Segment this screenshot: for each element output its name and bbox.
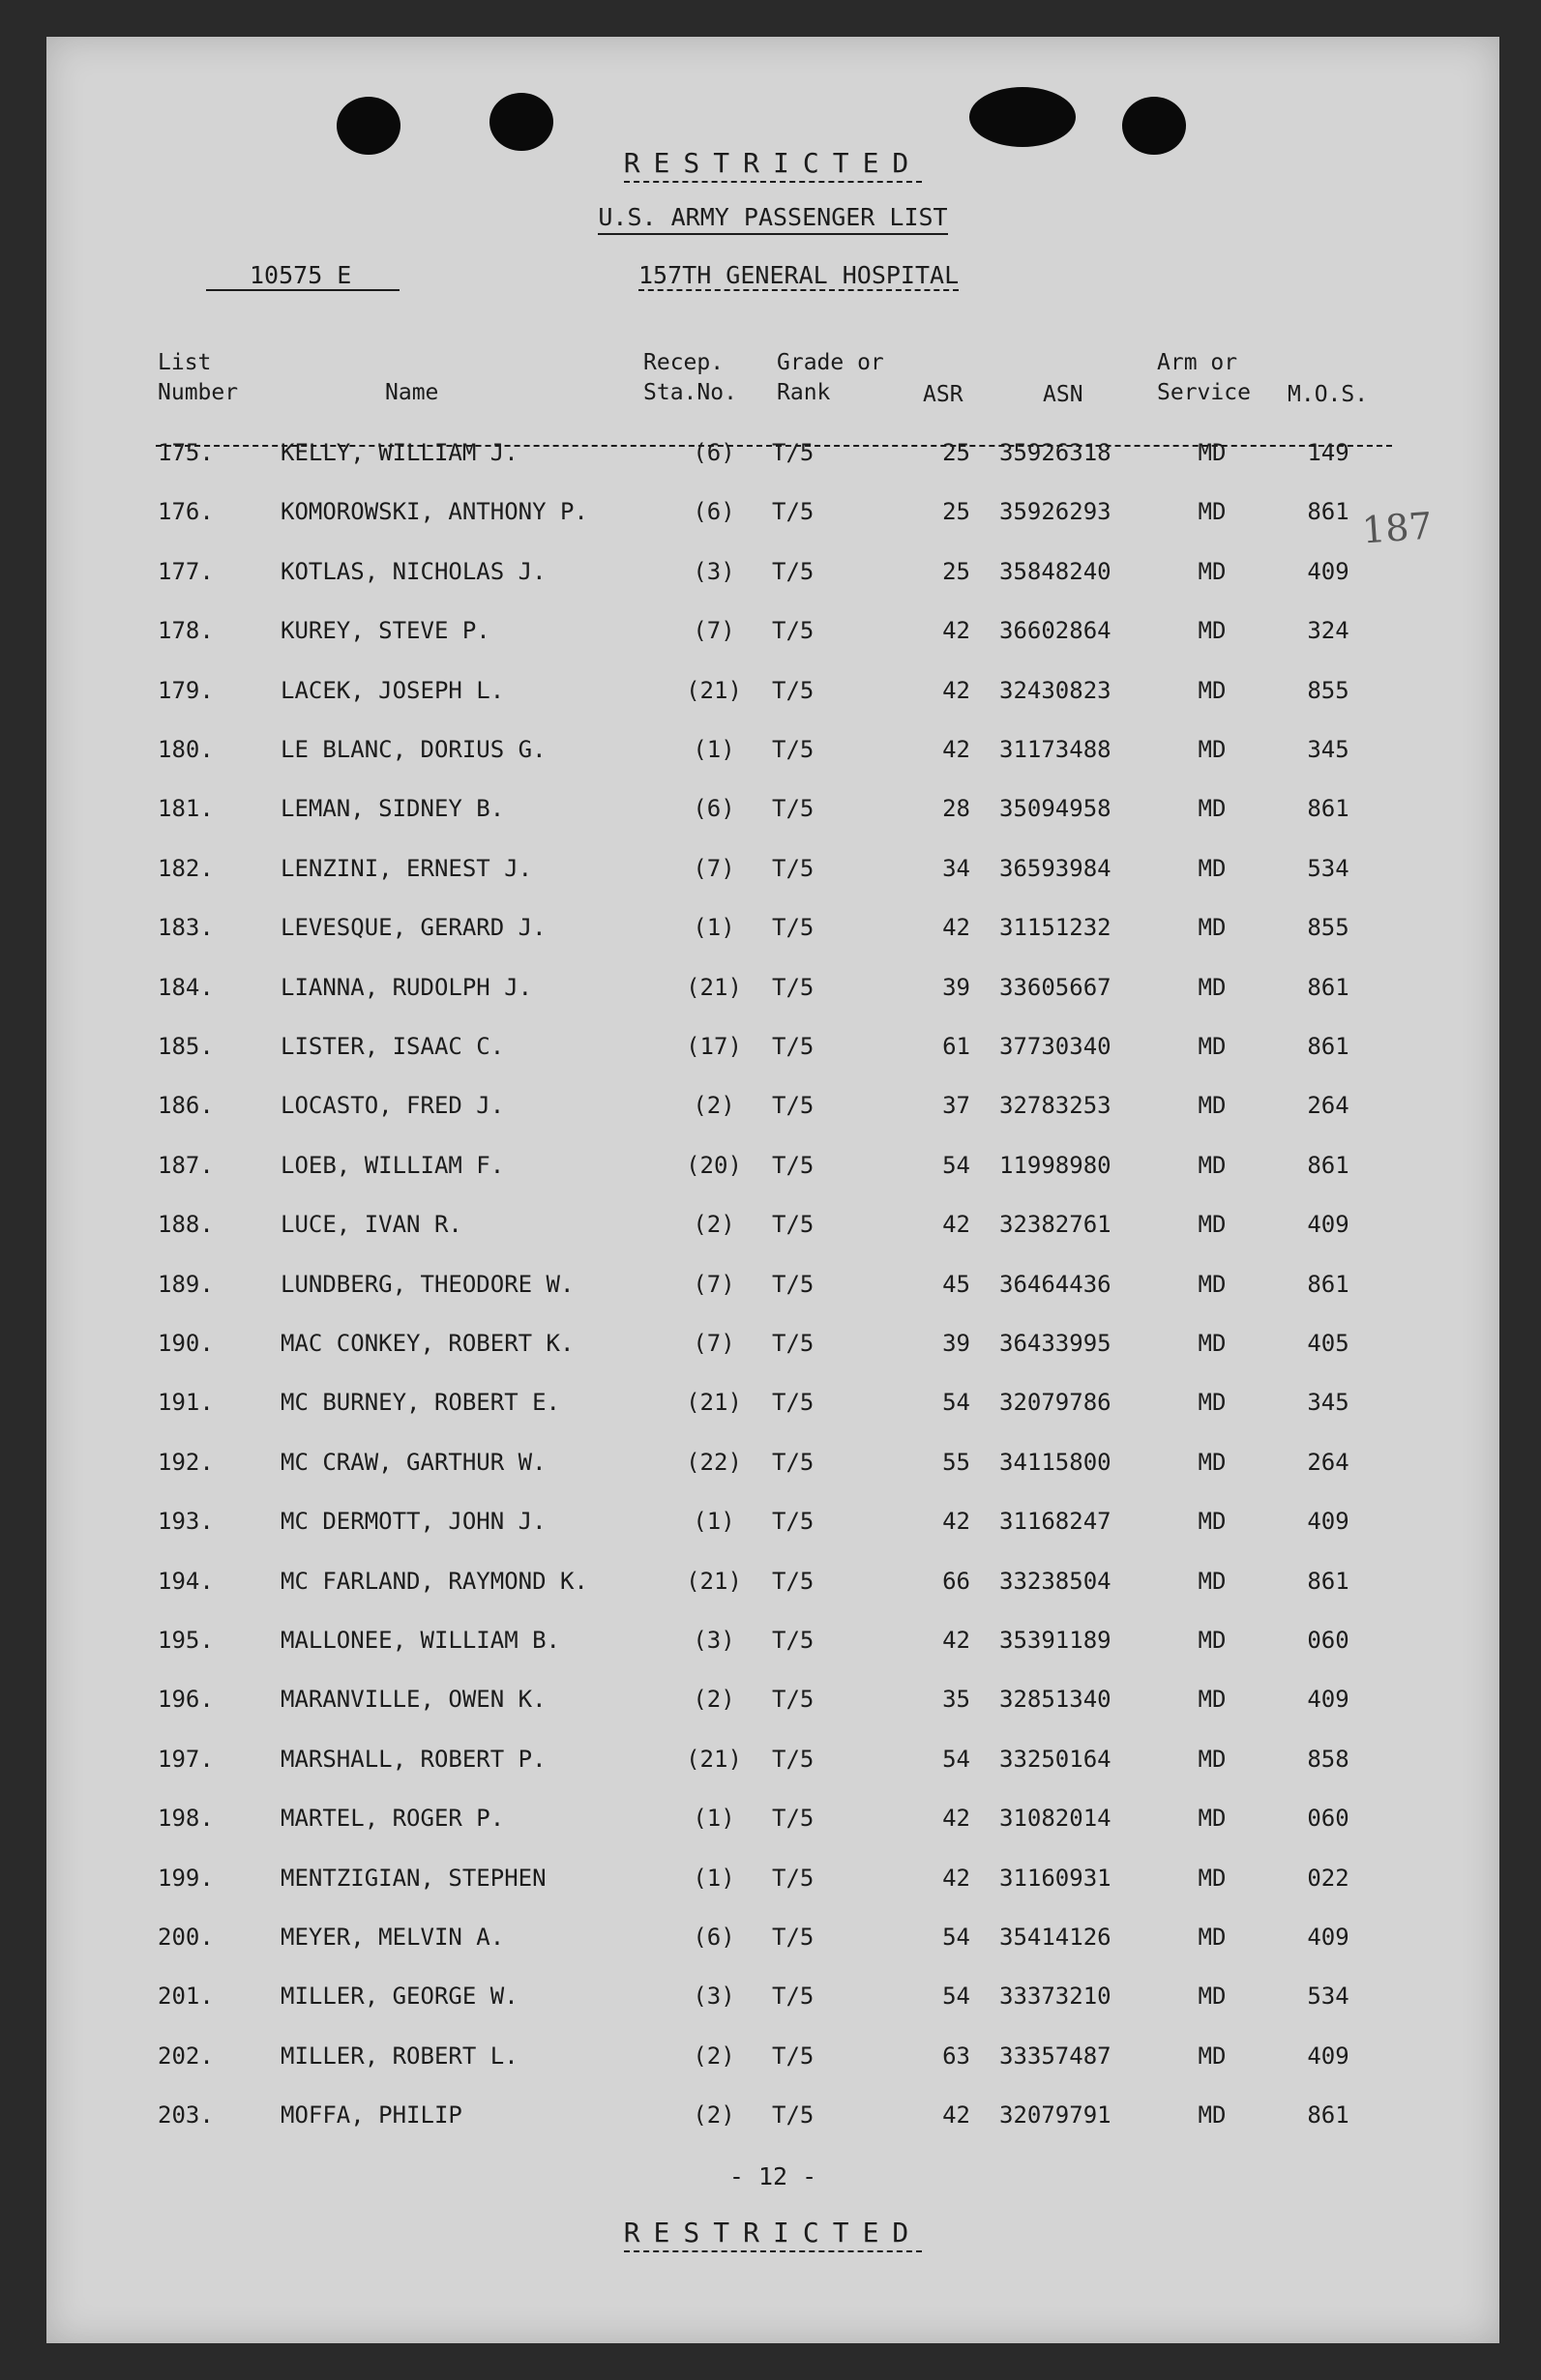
cell-grade: T/5 bbox=[772, 914, 815, 941]
col-mos: M.O.S. bbox=[1288, 382, 1369, 407]
cell-num: 190. bbox=[158, 1330, 214, 1357]
restricted-header: RESTRICTED bbox=[46, 147, 1499, 179]
punch-hole bbox=[489, 93, 553, 151]
cell-mos: 409 bbox=[1307, 558, 1349, 585]
cell-name: LENZINI, ERNEST J. bbox=[281, 855, 533, 882]
cell-grade: T/5 bbox=[772, 736, 815, 763]
cell-name: MARANVILLE, OWEN K. bbox=[281, 1686, 547, 1713]
cell-grade: T/5 bbox=[772, 855, 815, 882]
cell-asr: 42 bbox=[942, 2101, 970, 2129]
cell-asn: 32783253 bbox=[999, 1092, 1111, 1119]
cell-recep: (7) bbox=[693, 1271, 735, 1298]
cell-recep: (7) bbox=[693, 855, 735, 882]
table-row bbox=[46, 1924, 1499, 1962]
cell-asr: 25 bbox=[942, 439, 970, 466]
cell-recep: (2) bbox=[693, 2101, 735, 2129]
cell-mos: 861 bbox=[1307, 1033, 1349, 1060]
cell-asn: 35926318 bbox=[999, 439, 1111, 466]
cell-num: 181. bbox=[158, 795, 214, 822]
cell-name: LUNDBERG, THEODORE W. bbox=[281, 1271, 575, 1298]
cell-asr: 45 bbox=[942, 1271, 970, 1298]
cell-arm: MD bbox=[1198, 498, 1227, 525]
cell-arm: MD bbox=[1198, 1983, 1227, 2010]
cell-asr: 61 bbox=[942, 1033, 970, 1060]
cell-recep: (21) bbox=[686, 1746, 742, 1773]
cell-name: MC DERMOTT, JOHN J. bbox=[281, 1508, 547, 1535]
cell-name: KOTLAS, NICHOLAS J. bbox=[281, 558, 547, 585]
list-reference: 10575 E bbox=[206, 261, 400, 291]
cell-asr: 25 bbox=[942, 558, 970, 585]
cell-asr: 54 bbox=[942, 1152, 970, 1179]
cell-asn: 31173488 bbox=[999, 736, 1111, 763]
cell-grade: T/5 bbox=[772, 1330, 815, 1357]
cell-asr: 42 bbox=[942, 677, 970, 704]
cell-asr: 54 bbox=[942, 1746, 970, 1773]
cell-recep: (3) bbox=[693, 1627, 735, 1654]
cell-name: LEVESQUE, GERARD J. bbox=[281, 914, 547, 941]
cell-grade: T/5 bbox=[772, 1805, 815, 1832]
cell-asn: 35926293 bbox=[999, 498, 1111, 525]
col-arm-service: Arm or Service bbox=[1157, 350, 1251, 405]
cell-grade: T/5 bbox=[772, 1627, 815, 1654]
punch-hole bbox=[337, 97, 400, 155]
cell-arm: MD bbox=[1198, 1686, 1227, 1713]
cell-grade: T/5 bbox=[772, 498, 815, 525]
cell-grade: T/5 bbox=[772, 1152, 815, 1179]
col-grade: Grade or Rank bbox=[777, 350, 884, 405]
cell-name: LE BLANC, DORIUS G. bbox=[281, 736, 547, 763]
cell-asr: 37 bbox=[942, 1092, 970, 1119]
cell-recep: (2) bbox=[693, 1686, 735, 1713]
cell-num: 179. bbox=[158, 677, 214, 704]
cell-mos: 022 bbox=[1307, 1865, 1349, 1892]
cell-arm: MD bbox=[1198, 1152, 1227, 1179]
cell-mos: 534 bbox=[1307, 1983, 1349, 2010]
cell-grade: T/5 bbox=[772, 974, 815, 1001]
table-row bbox=[46, 1330, 1499, 1368]
cell-recep: (1) bbox=[693, 1805, 735, 1832]
cell-asn: 35848240 bbox=[999, 558, 1111, 585]
cell-grade: T/5 bbox=[772, 1746, 815, 1773]
cell-asn: 33357487 bbox=[999, 2042, 1111, 2070]
cell-num: 194. bbox=[158, 1568, 214, 1595]
cell-recep: (1) bbox=[693, 1865, 735, 1892]
cell-mos: 345 bbox=[1307, 736, 1349, 763]
cell-asr: 34 bbox=[942, 855, 970, 882]
cell-arm: MD bbox=[1198, 1805, 1227, 1832]
cell-arm: MD bbox=[1198, 914, 1227, 941]
cell-name: LOCASTO, FRED J. bbox=[281, 1092, 505, 1119]
cell-arm: MD bbox=[1198, 1568, 1227, 1595]
cell-grade: T/5 bbox=[772, 1211, 815, 1238]
cell-grade: T/5 bbox=[772, 1865, 815, 1892]
cell-asn: 33605667 bbox=[999, 974, 1111, 1001]
cell-asn: 35414126 bbox=[999, 1924, 1111, 1951]
cell-mos: 405 bbox=[1307, 1330, 1349, 1357]
cell-asr: 42 bbox=[942, 1805, 970, 1832]
table-row bbox=[46, 1271, 1499, 1309]
cell-num: 203. bbox=[158, 2101, 214, 2129]
cell-asr: 35 bbox=[942, 1686, 970, 1713]
cell-asn: 31082014 bbox=[999, 1805, 1111, 1832]
table-row bbox=[46, 1033, 1499, 1072]
cell-asn: 33373210 bbox=[999, 1983, 1111, 2010]
cell-arm: MD bbox=[1198, 558, 1227, 585]
cell-num: 189. bbox=[158, 1271, 214, 1298]
margin-note: 187 bbox=[1360, 504, 1434, 552]
table-row bbox=[46, 1568, 1499, 1606]
cell-num: 197. bbox=[158, 1746, 214, 1773]
cell-arm: MD bbox=[1198, 1211, 1227, 1238]
cell-mos: 409 bbox=[1307, 2042, 1349, 2070]
cell-num: 195. bbox=[158, 1627, 214, 1654]
cell-asn: 36593984 bbox=[999, 855, 1111, 882]
cell-name: LISTER, ISAAC C. bbox=[281, 1033, 505, 1060]
cell-arm: MD bbox=[1198, 736, 1227, 763]
cell-asn: 36433995 bbox=[999, 1330, 1111, 1357]
cell-asr: 54 bbox=[942, 1924, 970, 1951]
col-asr: ASR bbox=[923, 382, 963, 407]
cell-arm: MD bbox=[1198, 974, 1227, 1001]
cell-asn: 36464436 bbox=[999, 1271, 1111, 1298]
cell-recep: (22) bbox=[686, 1449, 742, 1476]
cell-num: 185. bbox=[158, 1033, 214, 1060]
cell-asr: 39 bbox=[942, 1330, 970, 1357]
table-row bbox=[46, 1865, 1499, 1903]
cell-recep: (21) bbox=[686, 677, 742, 704]
cell-name: LEMAN, SIDNEY B. bbox=[281, 795, 505, 822]
cell-grade: T/5 bbox=[772, 1568, 815, 1595]
cell-recep: (21) bbox=[686, 1568, 742, 1595]
cell-recep: (6) bbox=[693, 498, 735, 525]
cell-asn: 31168247 bbox=[999, 1508, 1111, 1535]
cell-num: 176. bbox=[158, 498, 214, 525]
table-row bbox=[46, 2042, 1499, 2081]
cell-grade: T/5 bbox=[772, 1389, 815, 1416]
cell-asn: 35391189 bbox=[999, 1627, 1111, 1654]
col-name: Name bbox=[385, 380, 439, 405]
cell-recep: (2) bbox=[693, 1092, 735, 1119]
cell-recep: (21) bbox=[686, 974, 742, 1001]
cell-recep: (6) bbox=[693, 795, 735, 822]
cell-mos: 060 bbox=[1307, 1627, 1349, 1654]
cell-name: KELLY, WILLIAM J. bbox=[281, 439, 519, 466]
cell-mos: 855 bbox=[1307, 677, 1349, 704]
punch-hole bbox=[1122, 97, 1186, 155]
cell-grade: T/5 bbox=[772, 1033, 815, 1060]
cell-asn: 11998980 bbox=[999, 1152, 1111, 1179]
cell-grade: T/5 bbox=[772, 1983, 815, 2010]
cell-num: 182. bbox=[158, 855, 214, 882]
cell-grade: T/5 bbox=[772, 1924, 815, 1951]
cell-name: KOMOROWSKI, ANTHONY P. bbox=[281, 498, 588, 525]
cell-arm: MD bbox=[1198, 1330, 1227, 1357]
cell-asr: 42 bbox=[942, 1627, 970, 1654]
cell-grade: T/5 bbox=[772, 1271, 815, 1298]
cell-num: 202. bbox=[158, 2042, 214, 2070]
cell-mos: 149 bbox=[1307, 439, 1349, 466]
cell-asn: 36602864 bbox=[999, 617, 1111, 644]
table-row bbox=[46, 855, 1499, 894]
cell-name: MILLER, GEORGE W. bbox=[281, 1983, 519, 2010]
unit-name: 157TH GENERAL HOSPITAL bbox=[638, 261, 960, 289]
cell-num: 184. bbox=[158, 974, 214, 1001]
cell-num: 192. bbox=[158, 1449, 214, 1476]
cell-recep: (2) bbox=[693, 2042, 735, 2070]
cell-name: MAC CONKEY, ROBERT K. bbox=[281, 1330, 575, 1357]
cell-recep: (6) bbox=[693, 439, 735, 466]
cell-asr: 39 bbox=[942, 974, 970, 1001]
cell-asr: 66 bbox=[942, 1568, 970, 1595]
table-row bbox=[46, 558, 1499, 597]
cell-asr: 42 bbox=[942, 1508, 970, 1535]
cell-grade: T/5 bbox=[772, 617, 815, 644]
table-row bbox=[46, 2101, 1499, 2140]
table-row bbox=[46, 1746, 1499, 1784]
cell-mos: 855 bbox=[1307, 914, 1349, 941]
cell-name: MC FARLAND, RAYMOND K. bbox=[281, 1568, 588, 1595]
cell-num: 191. bbox=[158, 1389, 214, 1416]
cell-arm: MD bbox=[1198, 1389, 1227, 1416]
cell-num: 178. bbox=[158, 617, 214, 644]
cell-mos: 861 bbox=[1307, 795, 1349, 822]
cell-arm: MD bbox=[1198, 1865, 1227, 1892]
punch-hole bbox=[969, 87, 1076, 147]
cell-name: MARSHALL, ROBERT P. bbox=[281, 1746, 547, 1773]
cell-grade: T/5 bbox=[772, 1686, 815, 1713]
col-asn: ASN bbox=[1043, 382, 1083, 407]
cell-name: MC BURNEY, ROBERT E. bbox=[281, 1389, 560, 1416]
cell-name: LUCE, IVAN R. bbox=[281, 1211, 462, 1238]
cell-arm: MD bbox=[1198, 439, 1227, 466]
cell-asr: 28 bbox=[942, 795, 970, 822]
cell-mos: 861 bbox=[1307, 1152, 1349, 1179]
cell-num: 188. bbox=[158, 1211, 214, 1238]
cell-arm: MD bbox=[1198, 1449, 1227, 1476]
cell-asn: 31151232 bbox=[999, 914, 1111, 941]
cell-num: 198. bbox=[158, 1805, 214, 1832]
cell-num: 183. bbox=[158, 914, 214, 941]
cell-recep: (7) bbox=[693, 1330, 735, 1357]
page-number: - 12 - bbox=[728, 2162, 817, 2190]
cell-mos: 409 bbox=[1307, 1508, 1349, 1535]
table-row bbox=[46, 1686, 1499, 1724]
cell-num: 187. bbox=[158, 1152, 214, 1179]
cell-mos: 409 bbox=[1307, 1924, 1349, 1951]
cell-asr: 63 bbox=[942, 2042, 970, 2070]
table-row bbox=[46, 1449, 1499, 1487]
cell-asn: 32382761 bbox=[999, 1211, 1111, 1238]
table-row bbox=[46, 736, 1499, 775]
cell-asn: 33250164 bbox=[999, 1746, 1111, 1773]
cell-recep: (6) bbox=[693, 1924, 735, 1951]
table-row bbox=[46, 439, 1499, 478]
cell-name: MOFFA, PHILIP bbox=[281, 2101, 462, 2129]
cell-arm: MD bbox=[1198, 1746, 1227, 1773]
table-row bbox=[46, 974, 1499, 1013]
cell-recep: (20) bbox=[686, 1152, 742, 1179]
cell-grade: T/5 bbox=[772, 677, 815, 704]
cell-num: 193. bbox=[158, 1508, 214, 1535]
cell-asr: 42 bbox=[942, 617, 970, 644]
table-row bbox=[46, 1805, 1499, 1843]
table-row bbox=[46, 677, 1499, 716]
cell-mos: 534 bbox=[1307, 855, 1349, 882]
cell-asn: 32079786 bbox=[999, 1389, 1111, 1416]
document-page bbox=[46, 37, 1499, 2343]
cell-recep: (1) bbox=[693, 914, 735, 941]
cell-asn: 37730340 bbox=[999, 1033, 1111, 1060]
cell-mos: 861 bbox=[1307, 498, 1349, 525]
cell-recep: (2) bbox=[693, 1211, 735, 1238]
table-row bbox=[46, 617, 1499, 656]
cell-asn: 32851340 bbox=[999, 1686, 1111, 1713]
cell-arm: MD bbox=[1198, 2101, 1227, 2129]
cell-asr: 42 bbox=[942, 914, 970, 941]
cell-arm: MD bbox=[1198, 1033, 1227, 1060]
cell-mos: 861 bbox=[1307, 974, 1349, 1001]
cell-recep: (3) bbox=[693, 558, 735, 585]
cell-asr: 42 bbox=[942, 1865, 970, 1892]
cell-num: 177. bbox=[158, 558, 214, 585]
cell-mos: 409 bbox=[1307, 1686, 1349, 1713]
cell-asr: 54 bbox=[942, 1983, 970, 2010]
cell-asr: 42 bbox=[942, 736, 970, 763]
cell-recep: (21) bbox=[686, 1389, 742, 1416]
table-row bbox=[46, 1389, 1499, 1427]
cell-mos: 861 bbox=[1307, 2101, 1349, 2129]
document-title: U.S. ARMY PASSENGER LIST bbox=[46, 203, 1499, 231]
cell-mos: 264 bbox=[1307, 1092, 1349, 1119]
cell-arm: MD bbox=[1198, 677, 1227, 704]
cell-recep: (17) bbox=[686, 1033, 742, 1060]
cell-arm: MD bbox=[1198, 1924, 1227, 1951]
cell-num: 201. bbox=[158, 1983, 214, 2010]
cell-mos: 861 bbox=[1307, 1271, 1349, 1298]
cell-name: LIANNA, RUDOLPH J. bbox=[281, 974, 533, 1001]
table-row bbox=[46, 1152, 1499, 1190]
cell-num: 199. bbox=[158, 1865, 214, 1892]
table-row bbox=[46, 1211, 1499, 1249]
cell-arm: MD bbox=[1198, 795, 1227, 822]
cell-name: LOEB, WILLIAM F. bbox=[281, 1152, 505, 1179]
cell-grade: T/5 bbox=[772, 439, 815, 466]
cell-mos: 409 bbox=[1307, 1211, 1349, 1238]
cell-arm: MD bbox=[1198, 1092, 1227, 1119]
col-recep: Recep. Sta.No. bbox=[643, 350, 737, 405]
cell-mos: 060 bbox=[1307, 1805, 1349, 1832]
cell-mos: 324 bbox=[1307, 617, 1349, 644]
cell-grade: T/5 bbox=[772, 1508, 815, 1535]
col-list-number: List Number bbox=[158, 350, 239, 405]
cell-name: MILLER, ROBERT L. bbox=[281, 2042, 519, 2070]
cell-name: MEYER, MELVIN A. bbox=[281, 1924, 505, 1951]
cell-name: MENTZIGIAN, STEPHEN bbox=[281, 1865, 547, 1892]
cell-recep: (1) bbox=[693, 1508, 735, 1535]
cell-arm: MD bbox=[1198, 617, 1227, 644]
cell-grade: T/5 bbox=[772, 2101, 815, 2129]
cell-grade: T/5 bbox=[772, 1092, 815, 1119]
cell-asn: 31160931 bbox=[999, 1865, 1111, 1892]
cell-recep: (3) bbox=[693, 1983, 735, 2010]
cell-num: 180. bbox=[158, 736, 214, 763]
cell-mos: 264 bbox=[1307, 1449, 1349, 1476]
cell-asn: 32430823 bbox=[999, 677, 1111, 704]
table-row bbox=[46, 1627, 1499, 1665]
cell-arm: MD bbox=[1198, 855, 1227, 882]
cell-recep: (1) bbox=[693, 736, 735, 763]
table-row bbox=[46, 1092, 1499, 1131]
cell-arm: MD bbox=[1198, 1271, 1227, 1298]
cell-grade: T/5 bbox=[772, 558, 815, 585]
cell-arm: MD bbox=[1198, 1627, 1227, 1654]
cell-recep: (7) bbox=[693, 617, 735, 644]
cell-asn: 35094958 bbox=[999, 795, 1111, 822]
table-row bbox=[46, 498, 1499, 537]
cell-asn: 34115800 bbox=[999, 1449, 1111, 1476]
cell-name: KUREY, STEVE P. bbox=[281, 617, 490, 644]
cell-grade: T/5 bbox=[772, 1449, 815, 1476]
cell-name: MARTEL, ROGER P. bbox=[281, 1805, 505, 1832]
cell-num: 175. bbox=[158, 439, 214, 466]
cell-name: MC CRAW, GARTHUR W. bbox=[281, 1449, 547, 1476]
cell-grade: T/5 bbox=[772, 2042, 815, 2070]
cell-asr: 54 bbox=[942, 1389, 970, 1416]
cell-mos: 858 bbox=[1307, 1746, 1349, 1773]
cell-num: 196. bbox=[158, 1686, 214, 1713]
table-row bbox=[46, 1983, 1499, 2021]
table-row bbox=[46, 914, 1499, 953]
cell-num: 186. bbox=[158, 1092, 214, 1119]
cell-mos: 345 bbox=[1307, 1389, 1349, 1416]
table-row bbox=[46, 795, 1499, 834]
cell-name: MALLONEE, WILLIAM B. bbox=[281, 1627, 560, 1654]
cell-mos: 861 bbox=[1307, 1568, 1349, 1595]
cell-asr: 25 bbox=[942, 498, 970, 525]
cell-num: 200. bbox=[158, 1924, 214, 1951]
cell-asr: 55 bbox=[942, 1449, 970, 1476]
cell-asn: 32079791 bbox=[999, 2101, 1111, 2129]
cell-name: LACEK, JOSEPH L. bbox=[281, 677, 505, 704]
cell-arm: MD bbox=[1198, 2042, 1227, 2070]
cell-asr: 42 bbox=[942, 1211, 970, 1238]
cell-arm: MD bbox=[1198, 1508, 1227, 1535]
table-row bbox=[46, 1508, 1499, 1546]
cell-grade: T/5 bbox=[772, 795, 815, 822]
restricted-footer: RESTRICTED bbox=[46, 2217, 1499, 2248]
cell-asn: 33238504 bbox=[999, 1568, 1111, 1595]
